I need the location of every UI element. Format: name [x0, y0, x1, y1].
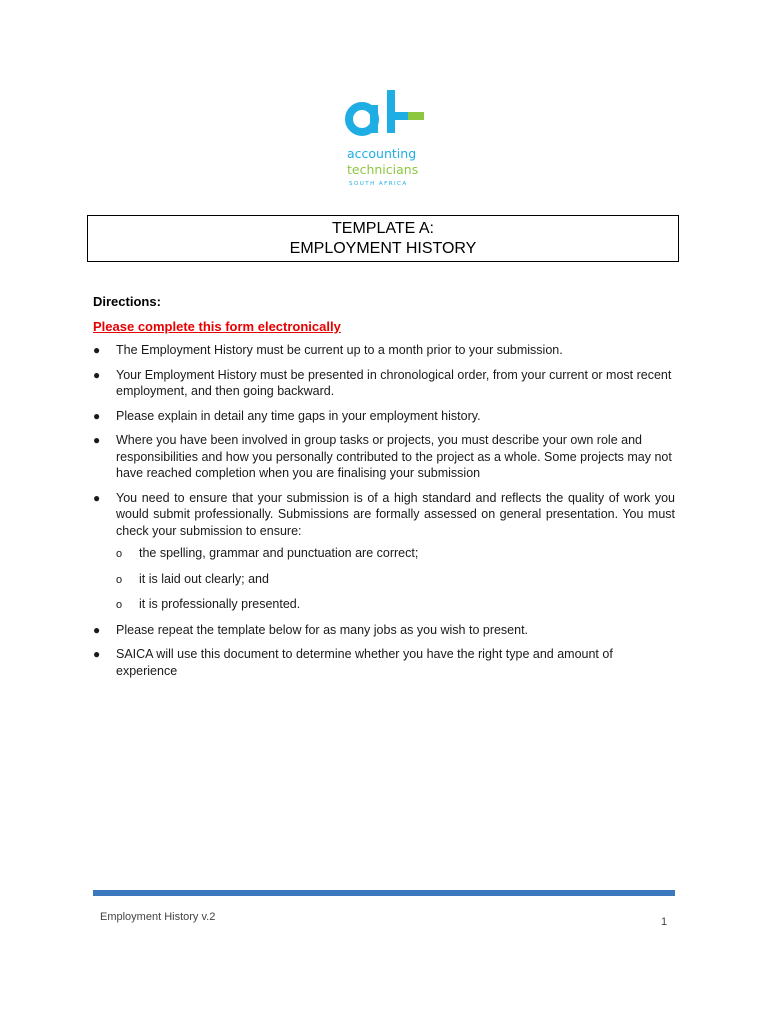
- directions-heading: Directions:: [93, 294, 161, 309]
- list-item: [93, 432, 675, 482]
- logo-t-bar-green: [408, 112, 424, 120]
- logo-t-stem: [387, 90, 395, 133]
- list-item: [93, 622, 675, 639]
- bullet-icon: ●: [93, 408, 101, 423]
- checklist-item: [116, 596, 675, 613]
- bullet-icon: ●: [93, 433, 101, 447]
- submission-checklist: [116, 545, 675, 613]
- footer-divider: [93, 890, 675, 896]
- electronic-completion-notice: Please complete this form electronically: [93, 319, 341, 334]
- list-item: [93, 490, 675, 613]
- bullet-icon: ●: [93, 622, 101, 637]
- page-number: 1: [661, 916, 668, 928]
- hollow-bullet-icon: o: [116, 599, 123, 611]
- template-title-box: [87, 215, 679, 262]
- list-item: [93, 408, 675, 425]
- bullet-icon: ●: [93, 647, 101, 661]
- hollow-bullet-icon: o: [116, 548, 123, 560]
- list-item-text: SAICA will use this document to determine whether you have the right type and amount of experience: [116, 647, 613, 678]
- list-item-text: The Employment History must be current up to a month prior to your submission.: [116, 343, 563, 357]
- list-item: [93, 342, 675, 359]
- bullet-icon: ●: [93, 367, 101, 382]
- template-subtitle: EMPLOYMENT HISTORY: [289, 240, 477, 257]
- list-item: [93, 646, 675, 679]
- bullet-icon: ●: [93, 490, 101, 505]
- list-item-text: Please repeat the template below for as many jobs as you wish to present.: [116, 622, 529, 637]
- template-title: TEMPLATE A:: [332, 220, 434, 237]
- list-item-text: Where you have been involved in group tasks or projects, you must describe your own role and responsibilities and how you personally contributed to the project as a whole. Some projects may not have reached completion when you are finalising your submission: [116, 433, 672, 480]
- list-item-text: Your Employment History must be presented in chronological order, from your current or most recent employment, and then going backward.: [116, 367, 672, 398]
- logo-word-technicians: technicians: [347, 162, 419, 177]
- checklist-item-text: the spelling, grammar and punctuation are correct;: [139, 546, 419, 560]
- bullet-icon: ●: [93, 343, 101, 357]
- accounting-technicians-logo: [343, 88, 427, 188]
- checklist-item: [116, 571, 675, 588]
- logo-a-stem: [370, 105, 378, 133]
- list-item-text: Please explain in detail any time gaps in your employment history.: [116, 408, 481, 423]
- logo-t-bar-blue: [395, 112, 408, 120]
- checklist-item: [116, 545, 675, 562]
- logo-word-south-africa: SOUTH AFRICA: [349, 181, 408, 187]
- logo-word-accounting: accounting: [347, 146, 417, 161]
- hollow-bullet-icon: o: [116, 573, 123, 586]
- logo-mark: [343, 88, 427, 188]
- checklist-item-text: it is laid out clearly; and: [139, 571, 269, 586]
- list-item: [93, 367, 675, 400]
- checklist-item-text: it is professionally presented.: [139, 597, 301, 611]
- list-item-text: You need to ensure that your submission is of a high standard and reflects the quality of work you would submit professionally. Submissions are formally assessed on general presentation. You must check your submission to ensure:: [116, 490, 675, 538]
- directions-list: [93, 342, 675, 687]
- footer-document-version: Employment History v.2: [100, 911, 216, 923]
